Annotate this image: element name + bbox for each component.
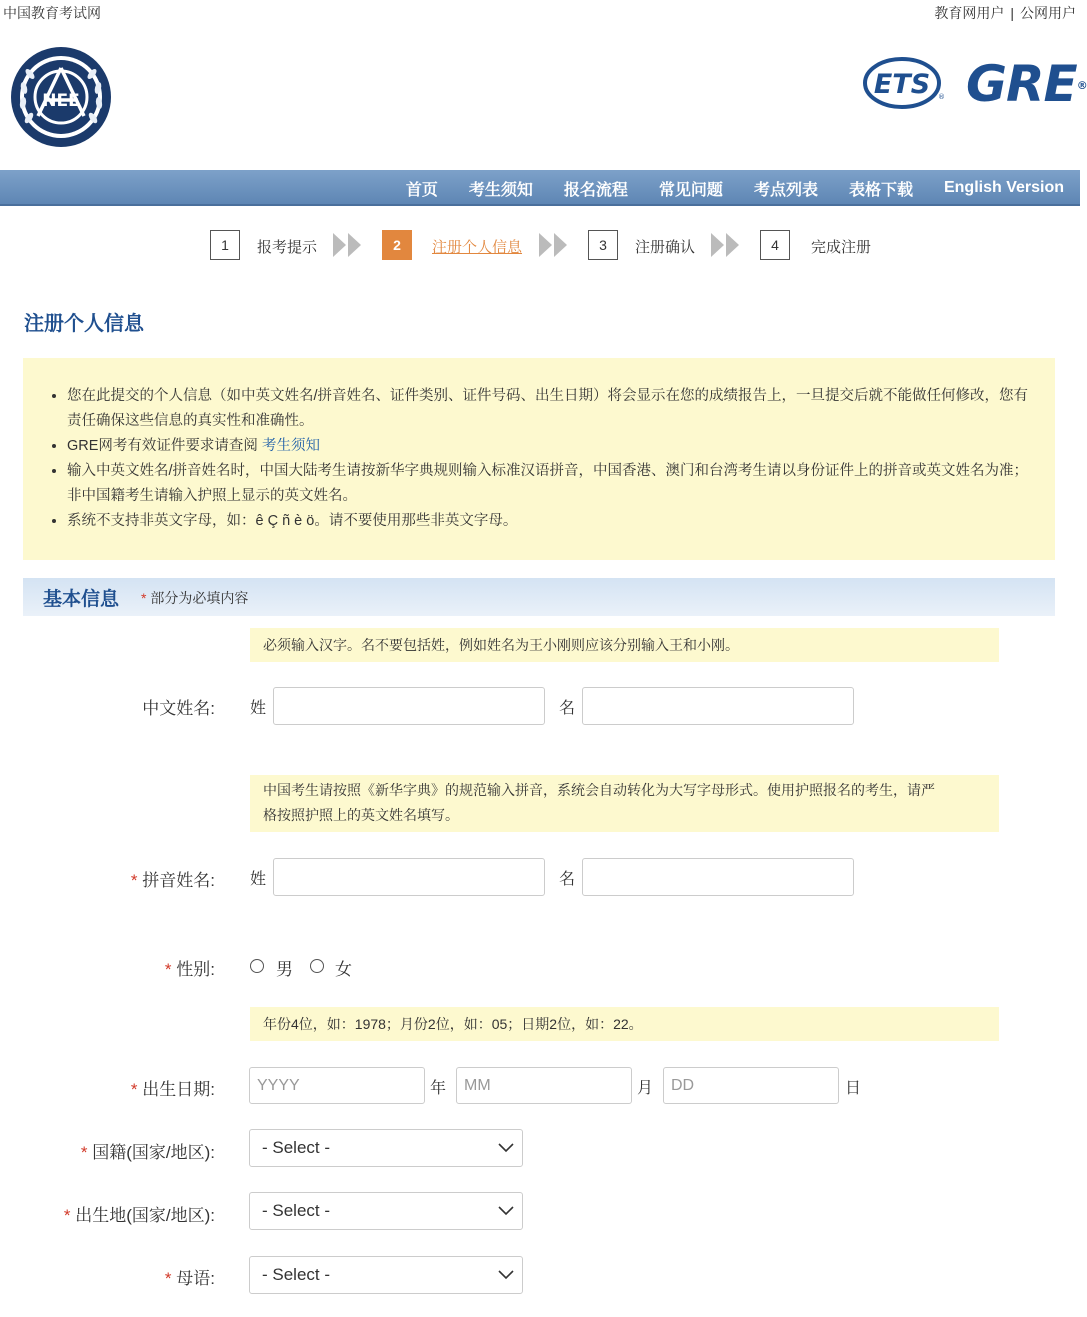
neea-logo (8, 44, 114, 150)
native-language-label (165, 1264, 215, 1289)
edu-network-user-link[interactable]: 教育网用户 (934, 5, 1005, 21)
required-note (141, 588, 248, 608)
nationality-label-text: 国籍(国家/地区): (92, 1143, 215, 1162)
chinese-surname-input[interactable] (273, 687, 545, 725)
birth-year-input[interactable] (249, 1067, 425, 1104)
gre-text: GRE (966, 55, 1077, 113)
candidate-notice-link[interactable]: 考生须知 (261, 438, 320, 454)
gre-logo (966, 55, 1087, 113)
svg-text:NEE: NEE (42, 91, 80, 111)
required-mark: * (164, 960, 172, 979)
main-navbar (0, 170, 1080, 206)
birthplace-label-text: 出生地(国家/地区): (75, 1206, 215, 1225)
pinyin-given-name-label: 名 (559, 871, 576, 888)
nav-form-downloads[interactable]: 表格下载 (848, 181, 913, 199)
ets-text: ETS (873, 69, 931, 100)
required-mark: * (80, 1143, 88, 1162)
nationality-label (81, 1138, 215, 1163)
birth-day-input[interactable] (663, 1067, 839, 1104)
step-3-label: 注册确认 (635, 239, 696, 256)
birthplace-label (64, 1201, 215, 1226)
step-arrow-icon (538, 232, 572, 258)
chevron-down-icon (498, 1268, 514, 1282)
chevron-down-icon (498, 1204, 514, 1218)
notice-item: • 输入中英文姓名/拼音姓名时，中国大陆考生请按新华字典规则输入标准汉语拼音，中国香港、澳门和台湾考生请以身份证件上的拼音或英文姓名为准；非中国籍考生请输入护照上显示的英文姓名。 (67, 459, 1042, 509)
day-unit-label: 日 (845, 1080, 862, 1097)
step-3-number: 3 (588, 230, 618, 260)
nav-candidate-notice[interactable]: 考生须知 (468, 181, 533, 199)
birth-date-label (131, 1075, 215, 1100)
notice-item-text: GRE网考有效证件要求请查阅 (67, 438, 262, 454)
birth-date-label-text: 出生日期: (142, 1080, 215, 1099)
nav-test-centers[interactable]: 考点列表 (753, 181, 818, 199)
step-arrow-icon (710, 232, 744, 258)
site-name[interactable]: 中国教育考试网 (3, 5, 101, 21)
notice-item (67, 434, 1042, 459)
required-mark: * (130, 1080, 138, 1099)
link-separator: | (1010, 5, 1014, 21)
required-mark: * (141, 590, 147, 606)
step-1-label: 报考提示 (257, 239, 318, 256)
month-unit-label: 月 (637, 1080, 654, 1097)
gender-male-label[interactable]: 男 (276, 960, 293, 979)
native-language-selected-value: - Select - (262, 1265, 331, 1284)
section-title: 基本信息 (43, 589, 120, 610)
chinese-name-hint: 必须输入汉字。名不要包括姓，例如姓名为王小刚则应该分别输入王和小刚。 (250, 628, 999, 662)
step-2-number: 2 (382, 230, 412, 260)
public-network-user-link[interactable]: 公网用户 (1020, 5, 1076, 21)
year-unit-label: 年 (430, 1080, 447, 1097)
user-links (934, 3, 1076, 23)
nationality-select[interactable] (249, 1129, 523, 1167)
step-4-label: 完成注册 (811, 239, 872, 256)
required-mark: * (164, 1269, 172, 1288)
ets-registered-mark: ® (938, 93, 945, 101)
birthplace-selected-value: - Select - (262, 1201, 331, 1220)
pinyin-hint-line-2: 格按照护照上的英文姓名填写。 (263, 807, 459, 823)
birth-date-hint: 年份4位，如：1978；月份2位，如：05；日期2位，如：22。 (250, 1007, 999, 1041)
pinyin-name-label (131, 866, 215, 891)
nav-english-version[interactable]: English Version (943, 179, 1064, 196)
birth-month-input[interactable] (456, 1067, 632, 1104)
gender-female-label[interactable]: 女 (335, 960, 352, 979)
nav-home[interactable]: 首页 (405, 181, 438, 199)
native-language-select[interactable] (249, 1256, 523, 1294)
nav-registration-process[interactable]: 报名流程 (563, 181, 628, 199)
gender-label (165, 955, 215, 980)
page-title: 注册个人信息 (24, 313, 144, 335)
pinyin-name-hint (250, 775, 999, 832)
pinyin-hint-line-1: 中国考生请按照《新华字典》的规范输入拼音，系统会自动转化为大写字母形式。使用护照报名的考生，请严 (263, 782, 935, 798)
notice-item: • 您在此提交的个人信息（如中英文姓名/拼音姓名、证件类别、证件号码、出生日期）将会显示在您的成绩报告上，一旦提交后就不能做任何修改，您有责任确保这些信息的真实性和准确性。 (67, 384, 1042, 434)
pinyin-name-label-text: 拼音姓名: (142, 871, 215, 890)
pinyin-given-name-input[interactable] (582, 858, 854, 896)
gender-female-radio[interactable] (310, 959, 324, 973)
ets-logo (862, 55, 944, 111)
required-mark: * (130, 871, 138, 890)
required-note-text: 部分为必填内容 (150, 590, 249, 606)
step-4-number: 4 (760, 230, 790, 260)
step-arrow-icon (332, 232, 366, 258)
step-1-number: 1 (210, 230, 240, 260)
pinyin-surname-input[interactable] (273, 858, 545, 896)
chinese-name-label: 中文姓名: (142, 699, 215, 718)
basic-info-section-header (23, 578, 1055, 616)
chevron-down-icon (498, 1141, 514, 1155)
gre-registered-mark: ® (1076, 79, 1087, 93)
required-mark: * (63, 1206, 71, 1225)
nationality-selected-value: - Select - (262, 1138, 331, 1157)
pinyin-surname-label: 姓 (250, 871, 267, 888)
chinese-surname-label: 姓 (250, 700, 267, 717)
gender-label-text: 性别: (176, 960, 215, 979)
gender-male-radio[interactable] (250, 959, 264, 973)
native-language-label-text: 母语: (176, 1269, 215, 1288)
chinese-given-name-label: 名 (559, 700, 576, 717)
notice-box (23, 358, 1055, 560)
chinese-given-name-input[interactable] (582, 687, 854, 725)
step-2-label[interactable]: 注册个人信息 (432, 239, 523, 256)
notice-item: • 系统不支持非英文字母，如：ê Ç ñ è ö。请不要使用那些非英文字母。 (67, 509, 1042, 534)
nav-faq[interactable]: 常见问题 (658, 181, 723, 199)
birthplace-select[interactable] (249, 1192, 523, 1230)
